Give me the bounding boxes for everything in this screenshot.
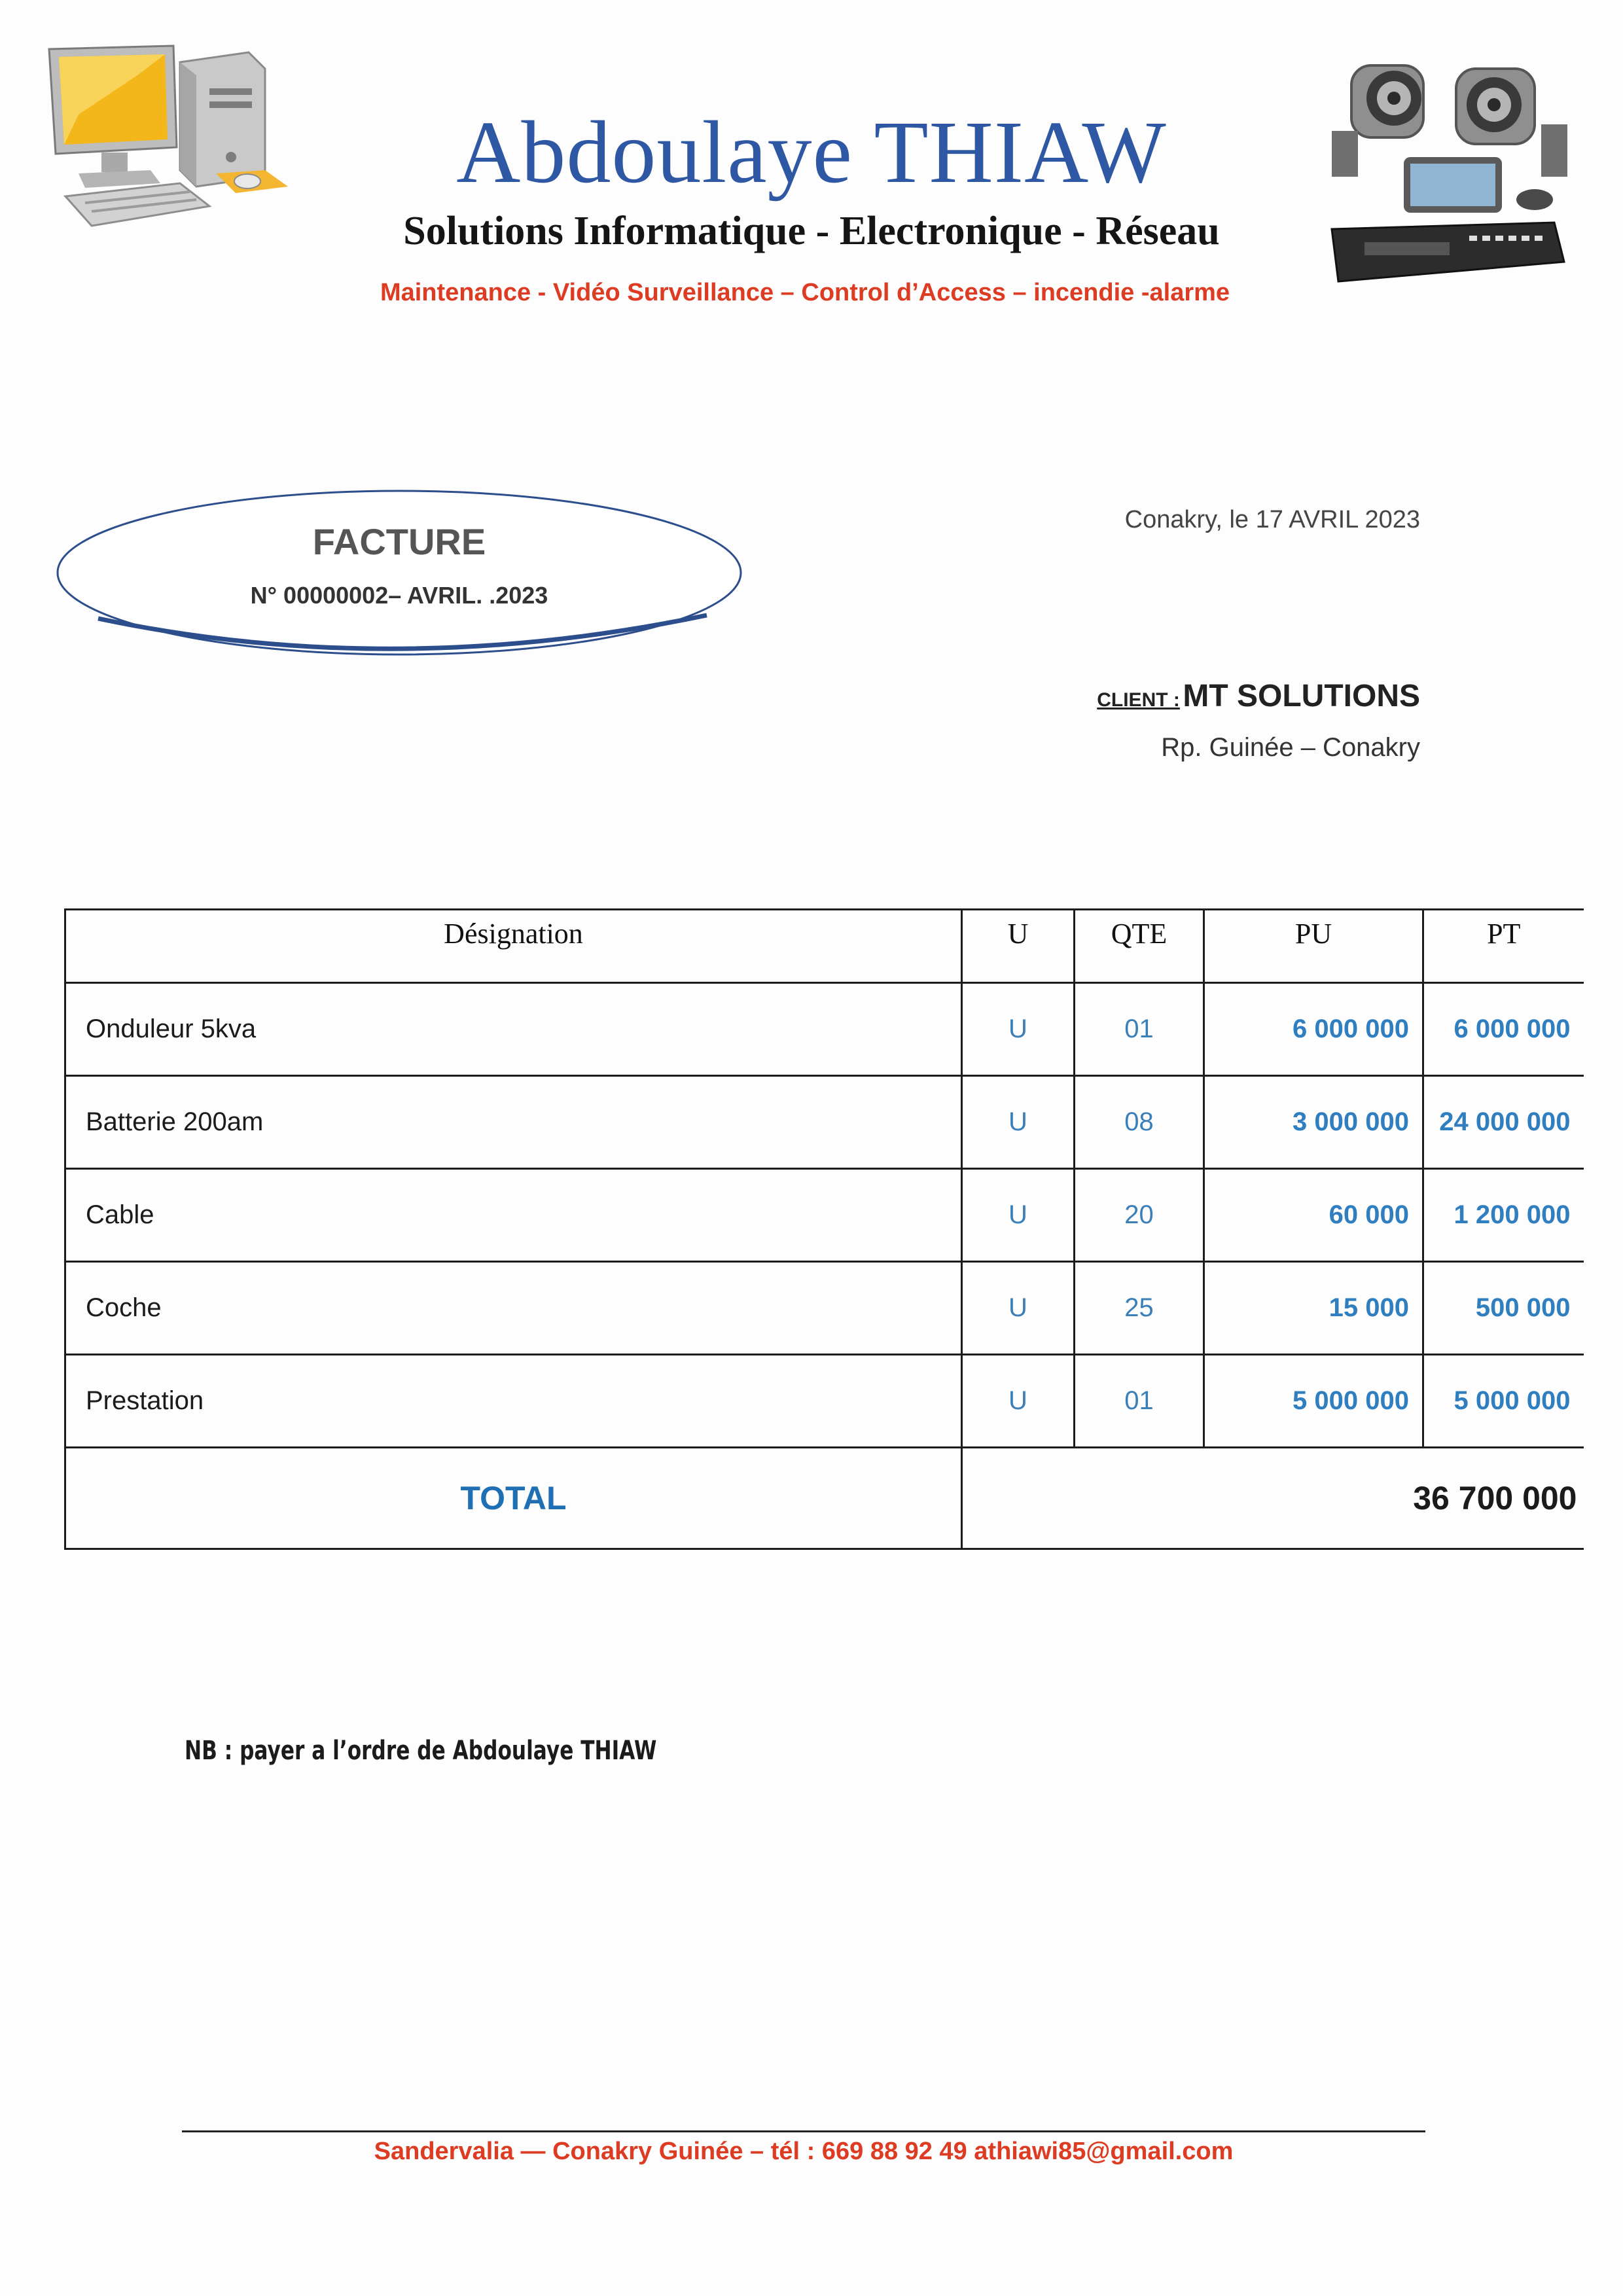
cell-designation: Coche bbox=[65, 1262, 962, 1355]
company-services: Maintenance - Vidéo Surveillance – Control d’Access – incendie -alarme bbox=[380, 279, 1230, 306]
cell-pt: 6 000 000 bbox=[1423, 983, 1584, 1076]
table-row bbox=[65, 1076, 1584, 1169]
cell-unit: U bbox=[962, 1169, 1075, 1262]
cell-designation: Cable bbox=[65, 1169, 962, 1262]
cell-pt: 1 200 000 bbox=[1423, 1169, 1584, 1262]
cell-unit: U bbox=[962, 1262, 1075, 1355]
cell-pt: 500 000 bbox=[1423, 1262, 1584, 1355]
table-row bbox=[65, 1355, 1584, 1448]
cell-qte: 01 bbox=[1075, 983, 1204, 1076]
header-unit: U bbox=[962, 910, 1075, 983]
cell-pu: 5 000 000 bbox=[1204, 1355, 1423, 1448]
payment-note: NB : payer a l’ordre de Abdoulaye THIAW bbox=[185, 1736, 657, 1766]
cell-pt: 24 000 000 bbox=[1423, 1076, 1584, 1169]
cell-qte: 01 bbox=[1075, 1355, 1204, 1448]
cell-unit: U bbox=[962, 1355, 1075, 1448]
cell-qte: 25 bbox=[1075, 1262, 1204, 1355]
total-label: TOTAL bbox=[65, 1448, 962, 1549]
cell-pt: 5 000 000 bbox=[1423, 1355, 1584, 1448]
header-pu: PU bbox=[1204, 910, 1423, 983]
footer-divider bbox=[182, 2130, 1425, 2132]
cell-qte: 08 bbox=[1075, 1076, 1204, 1169]
cell-pu: 60 000 bbox=[1204, 1169, 1423, 1262]
client-address: Rp. Guinée – Conakry bbox=[1161, 733, 1420, 762]
table-row bbox=[65, 983, 1584, 1076]
table-header-row bbox=[65, 910, 1584, 983]
invoice-table bbox=[64, 908, 1584, 1550]
cell-pu: 6 000 000 bbox=[1204, 983, 1423, 1076]
header-designation: Désignation bbox=[65, 910, 962, 983]
cell-pu: 15 000 bbox=[1204, 1262, 1423, 1355]
header-qte: QTE bbox=[1075, 910, 1204, 983]
table-row bbox=[65, 1262, 1584, 1355]
company-name: Abdoulaye THIAW bbox=[456, 103, 1167, 202]
footer-contact: Sandervalia — Conakry Guinée – tél : 669 88 92 49 athiawi85@gmail.com bbox=[374, 2138, 1234, 2165]
cell-designation: Batterie 200am bbox=[65, 1076, 962, 1169]
header-pt: PT bbox=[1423, 910, 1584, 983]
invoice-date: Conakry, le 17 AVRIL 2023 bbox=[1124, 506, 1420, 533]
table-row bbox=[65, 1169, 1584, 1262]
invoice-number: N° 00000002– AVRIL. .2023 bbox=[250, 582, 548, 609]
company-subtitle: Solutions Informatique - Electronique - Réseau bbox=[403, 209, 1220, 253]
invoice-title: FACTURE bbox=[312, 521, 486, 562]
client-label: CLIENT : bbox=[1097, 689, 1180, 711]
cell-qte: 20 bbox=[1075, 1169, 1204, 1262]
client-block bbox=[982, 681, 1420, 712]
cell-designation: Onduleur 5kva bbox=[65, 983, 962, 1076]
total-value: 36 700 000 bbox=[962, 1448, 1584, 1549]
total-row bbox=[65, 1448, 1584, 1549]
cell-pu: 3 000 000 bbox=[1204, 1076, 1423, 1169]
facture-oval bbox=[52, 484, 759, 668]
client-name: MT SOLUTIONS bbox=[1183, 679, 1420, 713]
cell-unit: U bbox=[962, 983, 1075, 1076]
cell-designation: Prestation bbox=[65, 1355, 962, 1448]
cell-unit: U bbox=[962, 1076, 1075, 1169]
